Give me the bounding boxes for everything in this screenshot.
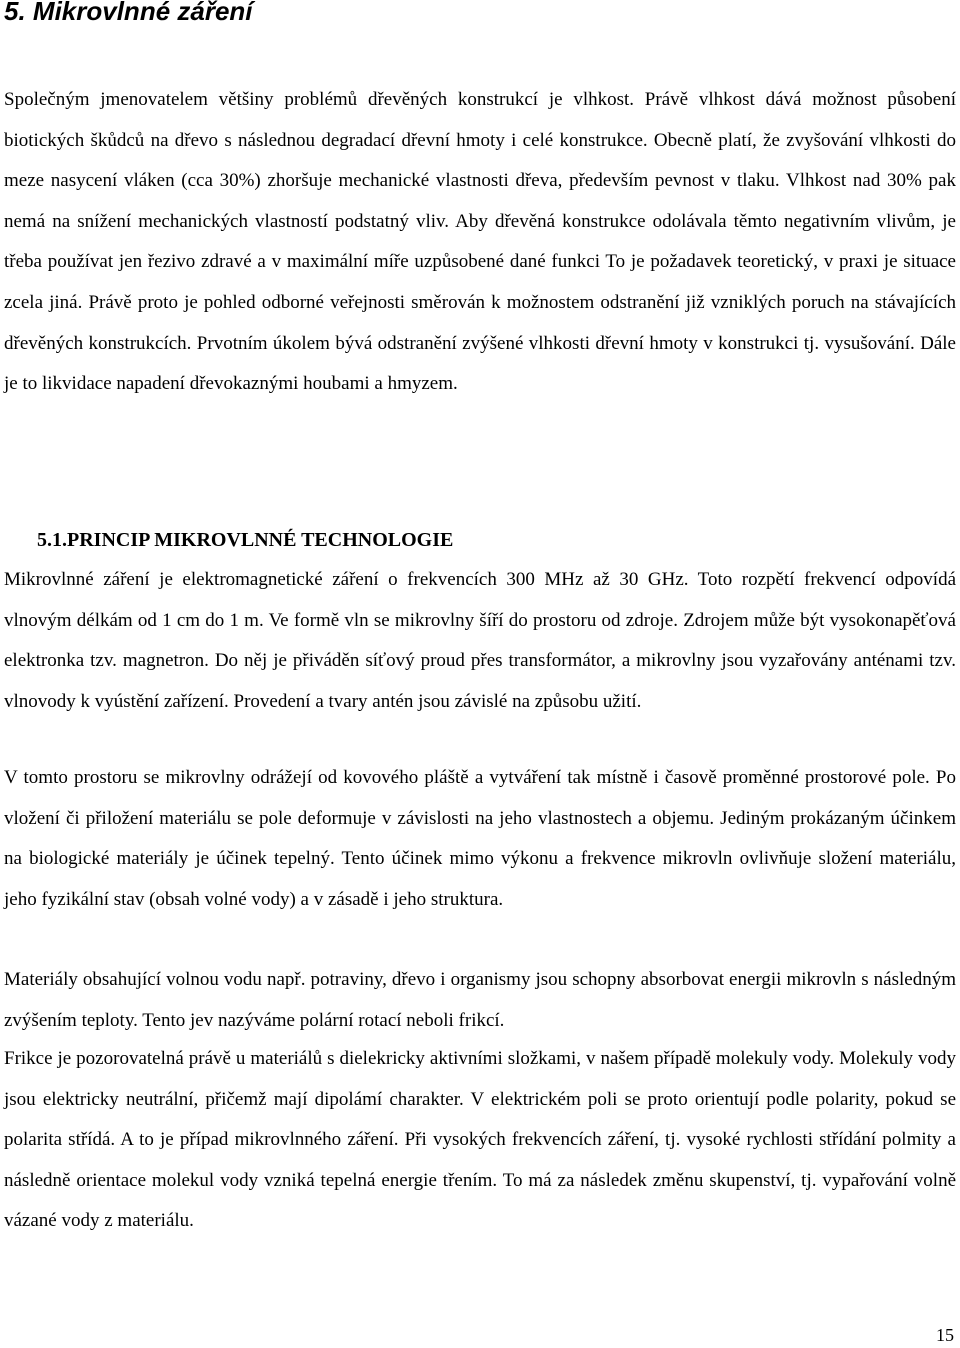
section-paragraph-4: Frikce je pozorovatelná právě u materiálů s dielekricky aktivními složkami, v našem případě molekuly vody. Molekuly vody jsou elektricky neutrální, přičemž mají dipolámí charakter. V elektrickém poli se proto orientují podle polarity, pokud se polarita střídá. A to je případ mikrovlnného záření. Při vysokých frekvencích záření, tj. vysoké rychlosti střídání polmity a následně orientace molekul vody vzniká tepelná energie třením. To má za následek změnu skupenství, tj. vypařování volně vázané vody z materiálu.: [4, 1048, 956, 1232]
section-paragraph-1: Mikrovlnné záření je elektromagnetické záření o frekvencích 300 MHz až 30 GHz. Toto rozpětí frekvencí odpovídá vlnovým délkám od 1 cm do 1 m. Ve formě vln se mikrovlny šíří do prostoru od zdroje. Zdrojem může být vysokonapěťová elektronka tzv. magnetron. Do něj je přiváděn síťový proud přes transformátor, a mikrovlny jsou vyzařovány anténami tzv. vlnovody k vyústění zařízení. Provedení a tvary antén jsou závislé na způsobu užití.: [4, 569, 956, 712]
intro-paragraph: Společným jmenovatelem většiny problémů dřevěných konstrukcí je vlhkost. Právě vlhkost dává možnost působení biotických škůdců na dřevo s následnou degradací dřevní hmoty i celé konstrukce. Obecně platí, že zvyšování vlhkosti do meze nasycení vláken (cca 30%) zhoršuje mechanické vlastnosti dřeva, především pevnost v tlaku. Vlhkost nad 30% pak nemá na snížení mechanických vlastností podstatný vliv. Aby dřevěná konstrukce odolávala těmto negativním vlivům, je třeba používat jen řezivo zdravé a v maximální míře uzpůsobené dané funkci To je požadavek teoretický, v praxi je situace zcela jiná. Právě proto je pohled odborné veřejnosti směrován k možnostem odstranění již vzniklých poruch na stávajících dřevěných konstrukcích. Prvotním úkolem bývá odstranění zvýšené vlhkosti dřevní hmoty v konstrukci tj. vysušování. Dále je to likvidace napadení dřevokaznými houbami a hmyzem.: [4, 89, 956, 395]
chapter-title: 5. Mikrovlnné záření: [4, 0, 253, 26]
section-paragraph-2: V tomto prostoru se mikrovlny odrážejí od kovového pláště a vytváření tak místně i časově proměnné prostorové pole. Po vložení či přiložení materiálu se pole deformuje v závislosti na jeho vlastnostech a objemu. Jediným prokázaným účinkem na biologické materiály je účinek tepelný. Tento účinek mimo výkonu a frekvence mikrovln ovlivňuje složení materiálu, jeho fyzikální stav (obsah volné vody) a v zásadě i jeho struktura.: [4, 767, 956, 910]
page-number: 15: [936, 1325, 954, 1345]
section-heading: 5.1.PRINCIP MIKROVLNNÉ TECHNOLOGIE: [37, 529, 454, 551]
section-paragraph-3: Materiály obsahující volnou vodu např. potraviny, dřevo i organismy jsou schopny absorbovat energii mikrovln s následným zvýšením teploty. Tento jev nazýváme polární rotací neboli frikcí.: [4, 969, 956, 1031]
